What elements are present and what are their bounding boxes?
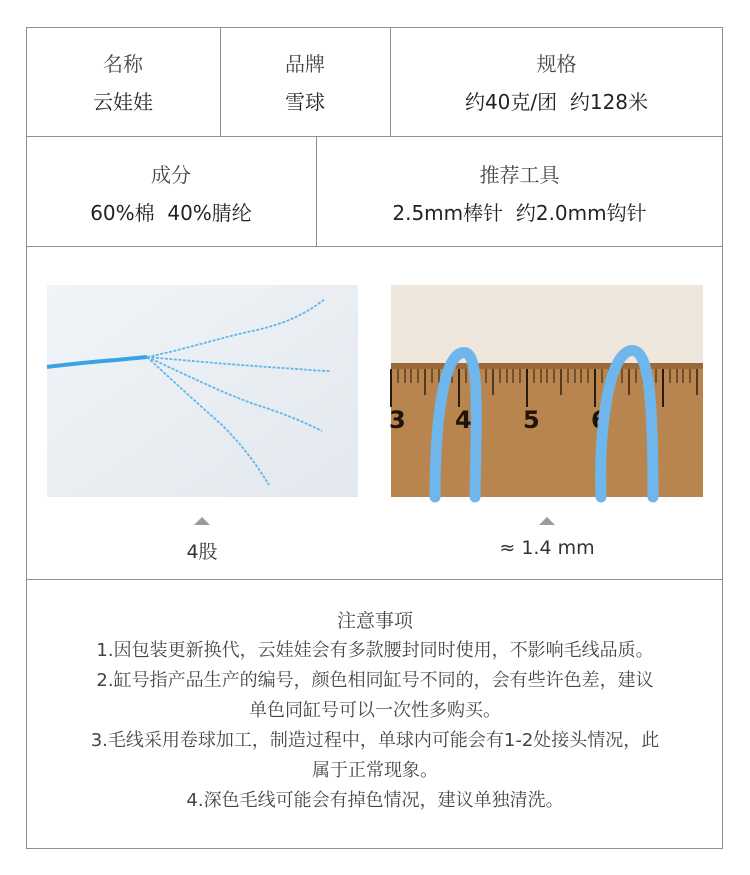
ruler-mark-4: 4 [455,406,472,434]
spec-size-value: 约40克/团 约128米 [464,90,649,114]
notes-section [40,606,710,816]
strands-count: 4股 [186,541,218,563]
spec-size-cell [390,52,723,114]
thickness-caption [482,517,612,559]
spec-material-value: 60%棉 40%腈纶 [90,201,252,225]
spec-name-value: 云娃娃 [93,90,153,114]
ruler-mark-3: 3 [389,406,406,434]
section-divider [26,579,723,580]
ruler-mark-5: 5 [523,406,540,434]
spec-brand-label: 品牌 [285,52,325,76]
spec-name-cell [26,52,220,114]
strands-caption [147,517,257,564]
note-line: 1.因包装更新换代，云娃娃会有多款腰封同时使用，不影响毛线品质。 [96,640,654,661]
ruler-illustration [391,285,703,497]
ruler-mark-6: 6 [591,406,608,434]
note-line: 3.毛线采用卷球加工，制造过程中，单球内可能会有1-2处接头情况，此 [90,730,660,751]
spec-tools-cell [316,163,723,225]
note-line: 4.深色毛线可能会有掉色情况，建议单独清洗。 [186,790,564,811]
thickness-value: ≈ 1.4 mm [499,537,595,559]
yarn-strands-photo [47,285,358,497]
spec-material-label: 成分 [151,163,191,187]
note-line: 单色同缸号可以一次性多购买。 [249,700,501,721]
note-line: 2.缸号指产品生产的编号，颜色相同缸号不同的，会有些许色差，建议 [96,670,654,691]
spec-brand-cell [220,52,390,114]
note-line: 属于正常现象。 [312,760,438,781]
caption-pointer-icon [194,517,210,525]
yarn-ruler-photo [391,285,703,497]
table-divider-1 [26,136,723,137]
spec-tools-value: 2.5mm棒针 约2.0mm钩针 [392,201,647,225]
spec-tools-label: 推荐工具 [479,163,560,187]
spec-size-label: 规格 [536,52,577,76]
spec-material-cell [26,163,316,225]
table-divider-2 [26,246,723,247]
caption-pointer-icon [539,517,555,525]
yarn-strands-illustration [47,285,358,497]
spec-name-label: 名称 [103,52,143,76]
spec-brand-value: 雪球 [285,90,325,114]
notes-title: 注意事项 [336,610,413,632]
